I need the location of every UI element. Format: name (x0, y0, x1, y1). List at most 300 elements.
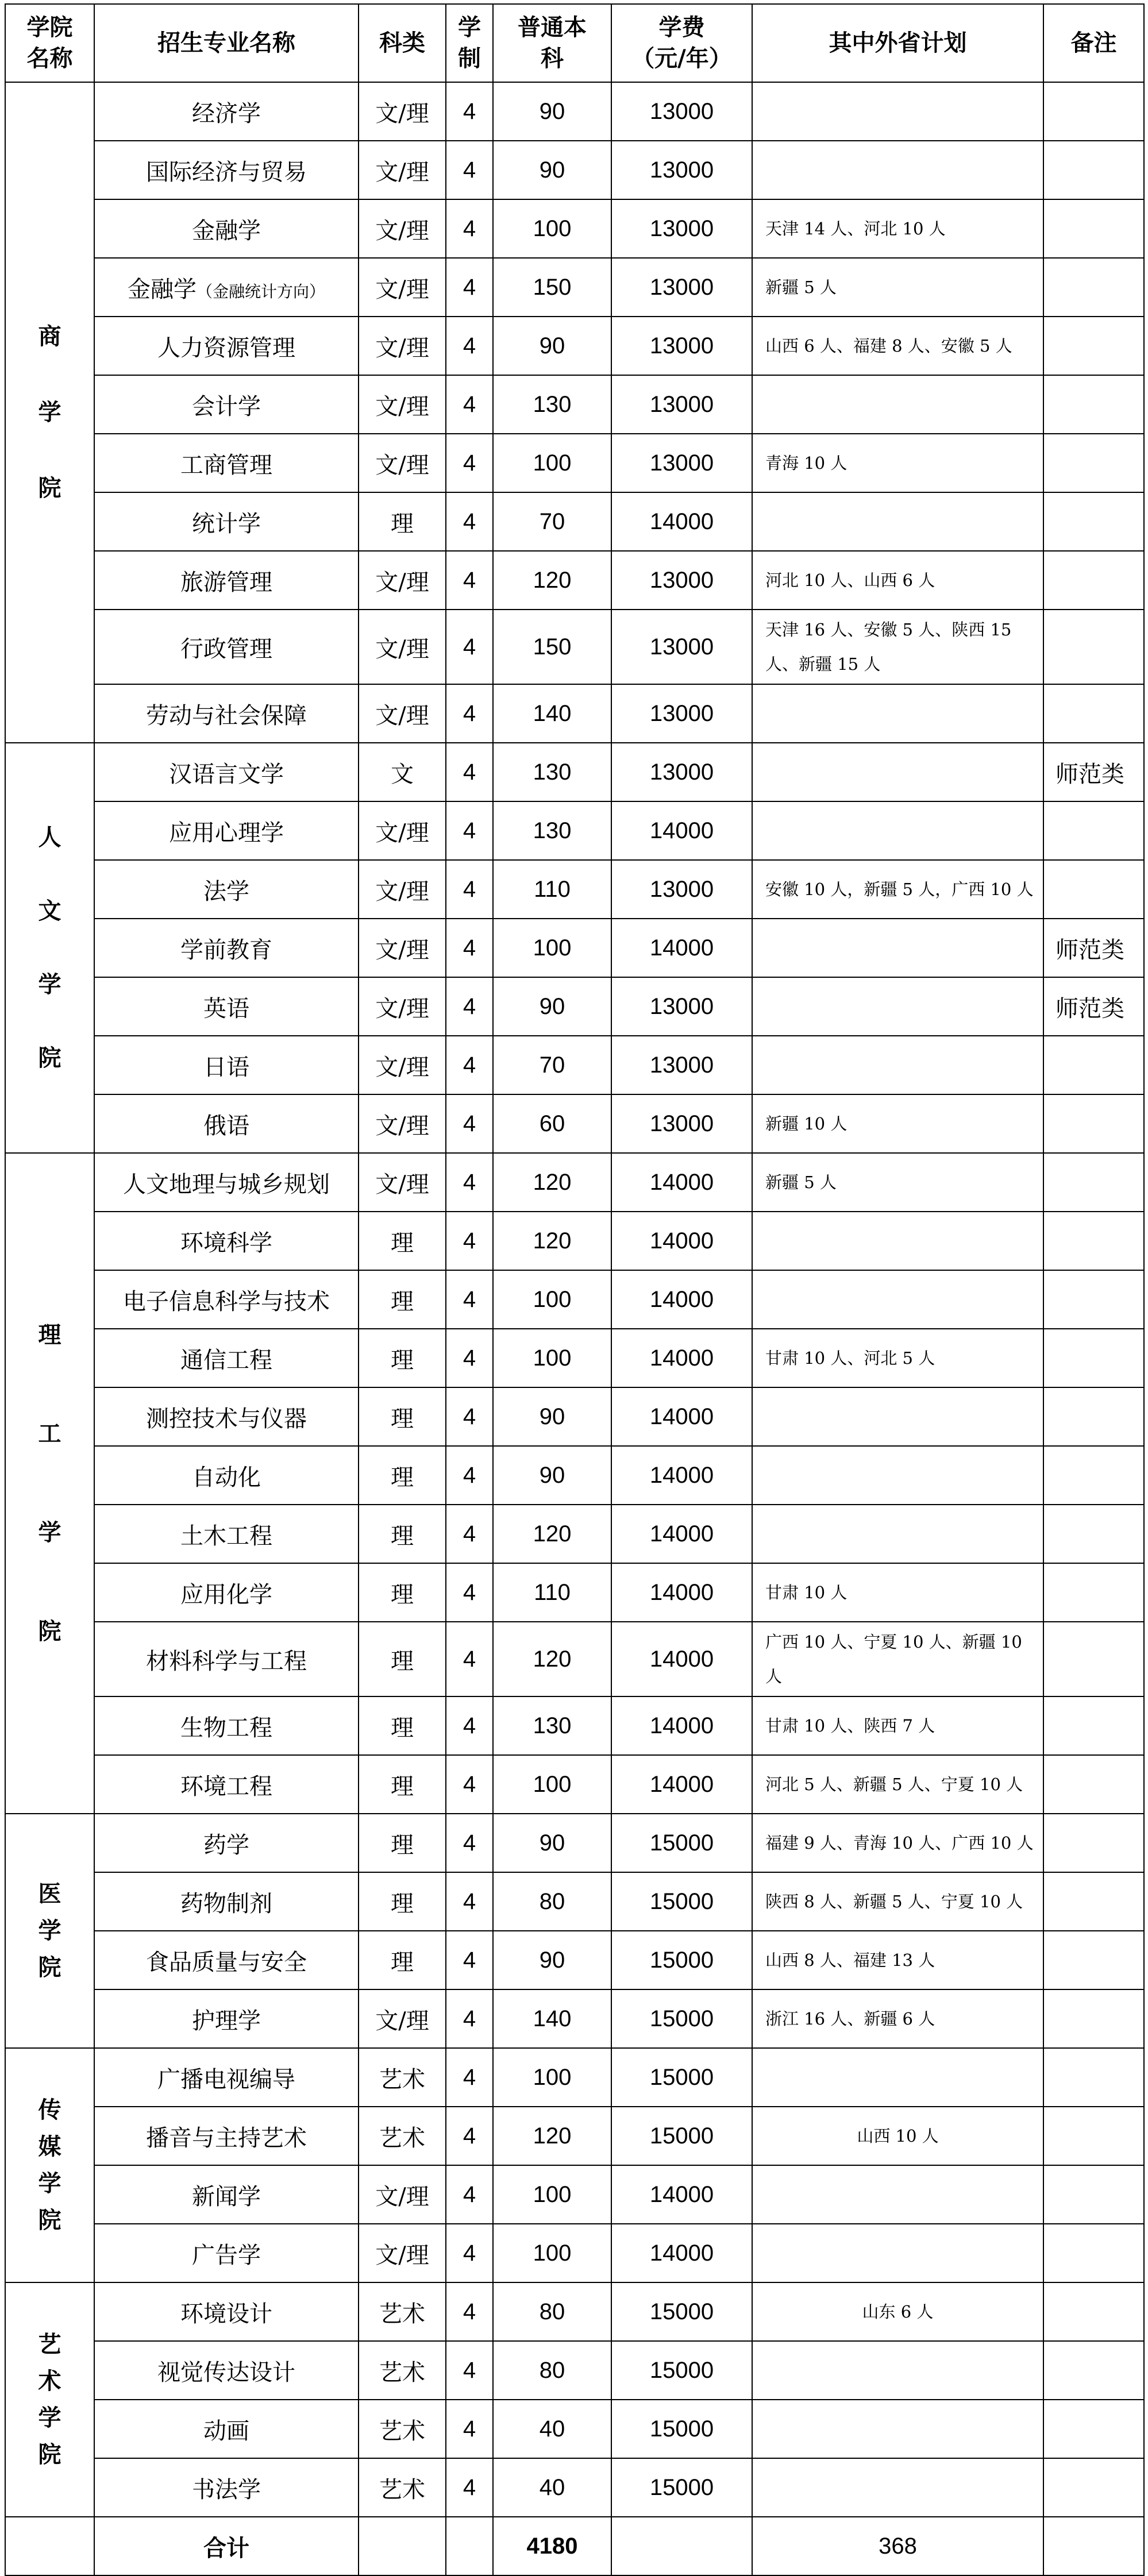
fee-cell: 13000 (611, 551, 752, 610)
major-name: 金融学 (127, 276, 197, 303)
quota-cell: 70 (493, 492, 611, 551)
major-name: 旅游管理 (180, 569, 272, 596)
major-name-cell (94, 2165, 359, 2224)
years-cell: 4 (446, 860, 493, 919)
note-cell (1043, 1622, 1144, 1696)
years-cell: 4 (446, 919, 493, 977)
fee-cell: 13000 (611, 610, 752, 684)
years-cell: 4 (446, 977, 493, 1036)
outside-plan-cell: 安徽 10 人，新疆 5 人，广西 10 人 (752, 860, 1043, 919)
table-row (5, 199, 1144, 258)
years-cell: 4 (446, 1622, 493, 1696)
subject-type-cell: 文/理 (359, 1153, 446, 1212)
years-cell: 4 (446, 743, 493, 801)
note-cell (1043, 1329, 1144, 1387)
college-name-char: 商 (38, 323, 61, 350)
note-cell (1043, 1931, 1144, 1989)
outside-plan-cell (752, 743, 1043, 801)
subject-type-cell: 文/理 (359, 2224, 446, 2282)
table-row (5, 1329, 1144, 1387)
outside-plan-cell: 福建 9 人、青海 10 人、广西 10 人 (752, 1814, 1043, 1872)
years-cell: 4 (446, 317, 493, 375)
table-row (5, 551, 1144, 610)
type-column-header: 科类 (359, 4, 446, 82)
years-cell: 4 (446, 801, 493, 860)
quota-cell: 120 (493, 1622, 611, 1696)
table-row (5, 919, 1144, 977)
years-cell: 4 (446, 1094, 493, 1153)
major-name-cell (94, 317, 359, 375)
fee-cell: 14000 (611, 1696, 752, 1755)
years-cell: 4 (446, 684, 493, 743)
years-cell: 4 (446, 2107, 493, 2165)
major-name-cell (94, 1505, 359, 1563)
subject-type-cell: 文/理 (359, 317, 446, 375)
header-row (5, 4, 1144, 82)
total-row (5, 2517, 1144, 2575)
fee-cell: 14000 (611, 1270, 752, 1329)
college-name-char: 学 (38, 1918, 61, 1944)
note-cell (1043, 141, 1144, 199)
college-name-char: 工 (38, 1421, 61, 1447)
major-name-cell (94, 2048, 359, 2107)
note-cell (1043, 82, 1144, 141)
major-column-header: 招生专业名称 (94, 4, 359, 82)
major-name: 生物工程 (180, 1714, 272, 1741)
college-name-cell (5, 2048, 94, 2282)
outside-plan-cell: 浙江 16 人、新疆 6 人 (752, 1989, 1043, 2048)
subject-type-cell: 理 (359, 1563, 446, 1622)
note-cell (1043, 1989, 1144, 2048)
college-name-char: 媒 (38, 2134, 61, 2160)
outside-plan-cell (752, 1036, 1043, 1094)
quota-cell: 90 (493, 317, 611, 375)
quota-cell: 40 (493, 2400, 611, 2458)
fee-cell: 13000 (611, 141, 752, 199)
major-name: 应用化学 (180, 1581, 272, 1608)
major-name-cell (94, 1094, 359, 1153)
table-row (5, 2224, 1144, 2282)
quota-cell: 90 (493, 82, 611, 141)
major-name: 自动化 (192, 1464, 261, 1491)
quota-cell: 90 (493, 1814, 611, 1872)
fee-cell: 14000 (611, 2165, 752, 2224)
major-name-cell (94, 684, 359, 743)
subject-type-cell: 文/理 (359, 375, 446, 434)
years-cell: 4 (446, 82, 493, 141)
major-name: 环境工程 (180, 1773, 272, 1800)
fee-cell: 13000 (611, 1036, 752, 1094)
major-name-cell (94, 2282, 359, 2341)
quota-cell: 90 (493, 1387, 611, 1446)
major-name: 广播电视编导 (157, 2066, 295, 2093)
table-row (5, 1446, 1144, 1505)
quota-cell: 130 (493, 375, 611, 434)
major-name: 药学 (203, 1831, 249, 1858)
outside-plan-cell (752, 2458, 1043, 2517)
years-cell: 4 (446, 1446, 493, 1505)
major-name-cell (94, 2458, 359, 2517)
years-cell: 4 (446, 1329, 493, 1387)
fee-cell: 14000 (611, 1153, 752, 1212)
table-row (5, 141, 1144, 199)
table-row (5, 1505, 1144, 1563)
outside-plan-cell (752, 1505, 1043, 1563)
fee-cell: 13000 (611, 977, 752, 1036)
total-empty-cell (1043, 2517, 1144, 2575)
college-name-cell (5, 743, 94, 1153)
college-name-char: 学 (38, 2405, 61, 2431)
fee-cell: 13000 (611, 434, 752, 492)
quota-cell: 100 (493, 1329, 611, 1387)
fee-cell: 15000 (611, 2282, 752, 2341)
major-name-cell (94, 2224, 359, 2282)
table-row (5, 1212, 1144, 1270)
major-name-cell (94, 551, 359, 610)
table-row (5, 1755, 1144, 1814)
subject-type-cell: 理 (359, 1755, 446, 1814)
fee-cell: 14000 (611, 1563, 752, 1622)
total-empty-cell (446, 2517, 493, 2575)
fee-cell: 13000 (611, 684, 752, 743)
major-name-cell (94, 1755, 359, 1814)
major-name-cell (94, 977, 359, 1036)
quota-column-header: 普通本 科 (493, 4, 611, 82)
subject-type-cell: 文/理 (359, 199, 446, 258)
quota-cell: 100 (493, 434, 611, 492)
major-name: 金融学 (192, 217, 261, 244)
major-name-cell (94, 2400, 359, 2458)
subject-type-cell: 文/理 (359, 434, 446, 492)
quota-cell: 130 (493, 743, 611, 801)
subject-type-cell: 文/理 (359, 684, 446, 743)
years-cell: 4 (446, 2224, 493, 2282)
note-cell (1043, 199, 1144, 258)
note-cell (1043, 1814, 1144, 1872)
major-name: 测控技术与仪器 (146, 1405, 307, 1432)
years-cell: 4 (446, 551, 493, 610)
major-name: 视觉传达设计 (157, 2359, 295, 2386)
subject-type-cell: 文/理 (359, 258, 446, 317)
note-cell (1043, 2282, 1144, 2341)
subject-type-cell: 理 (359, 1270, 446, 1329)
outside-plan-cell (752, 375, 1043, 434)
subject-type-cell: 理 (359, 1622, 446, 1696)
table-row (5, 1153, 1144, 1212)
table-row (5, 258, 1144, 317)
quota-cell: 90 (493, 1931, 611, 1989)
major-name: 统计学 (192, 510, 261, 537)
note-cell: 师范类 (1043, 977, 1144, 1036)
quota-cell: 70 (493, 1036, 611, 1094)
outside-plan-cell (752, 919, 1043, 977)
quota-cell: 150 (493, 610, 611, 684)
total-empty-cell (611, 2517, 752, 2575)
note-cell (1043, 610, 1144, 684)
major-name-cell (94, 82, 359, 141)
major-name: 人文地理与城乡规划 (123, 1171, 330, 1198)
subject-type-cell: 文/理 (359, 860, 446, 919)
major-name-cell (94, 1563, 359, 1622)
subject-type-cell: 文/理 (359, 141, 446, 199)
outside-plan-cell: 甘肃 10 人 (752, 1563, 1043, 1622)
quota-cell: 90 (493, 141, 611, 199)
note-cell (1043, 434, 1144, 492)
table-row (5, 2282, 1144, 2341)
total-outside-cell: 368 (752, 2517, 1043, 2575)
quota-cell: 100 (493, 919, 611, 977)
outside-plan-cell (752, 977, 1043, 1036)
major-name-cell (94, 1270, 359, 1329)
fee-cell: 14000 (611, 492, 752, 551)
college-name-char: 院 (38, 2207, 61, 2234)
college-name-char: 院 (38, 2442, 61, 2468)
note-cell (1043, 1212, 1144, 1270)
table-row (5, 375, 1144, 434)
years-cell: 4 (446, 375, 493, 434)
major-name: 新闻学 (192, 2183, 261, 2210)
note-cell (1043, 684, 1144, 743)
college-name-char: 学 (38, 971, 61, 998)
college-column-header: 学院 名称 (5, 4, 94, 82)
quota-cell: 150 (493, 258, 611, 317)
table-row (5, 2048, 1144, 2107)
outside-plan-cell (752, 2048, 1043, 2107)
note-cell (1043, 1505, 1144, 1563)
quota-cell: 130 (493, 801, 611, 860)
major-name-cell (94, 199, 359, 258)
subject-type-cell: 艺术 (359, 2107, 446, 2165)
note-cell (1043, 1755, 1144, 1814)
major-name-cell (94, 1329, 359, 1387)
outside-plan-cell: 山东 6 人 (752, 2282, 1043, 2341)
major-name-cell (94, 141, 359, 199)
years-cell: 4 (446, 1387, 493, 1446)
note-cell (1043, 1153, 1144, 1212)
years-cell: 4 (446, 434, 493, 492)
major-name-cell (94, 1814, 359, 1872)
subject-type-cell: 理 (359, 1212, 446, 1270)
outside-plan-cell: 新疆 10 人 (752, 1094, 1043, 1153)
note-cell (1043, 375, 1144, 434)
years-cell: 4 (446, 1931, 493, 1989)
major-name-cell (94, 1872, 359, 1931)
college-name-char: 院 (38, 1045, 61, 1071)
major-name: 动画 (203, 2417, 249, 2444)
fee-cell: 14000 (611, 1387, 752, 1446)
years-cell: 4 (446, 1814, 493, 1872)
college-name-cell (5, 1814, 94, 2048)
fee-cell: 13000 (611, 317, 752, 375)
table-row (5, 492, 1144, 551)
quota-cell: 120 (493, 1505, 611, 1563)
quota-cell: 100 (493, 2048, 611, 2107)
fee-cell: 14000 (611, 1505, 752, 1563)
years-cell: 4 (446, 2165, 493, 2224)
fee-cell: 15000 (611, 1814, 752, 1872)
table-body (5, 82, 1144, 2575)
years-cell: 4 (446, 2400, 493, 2458)
major-name-cell (94, 860, 359, 919)
quota-cell: 140 (493, 684, 611, 743)
college-name-char: 术 (38, 2368, 61, 2394)
outside-plan-cell: 河北 10 人、山西 6 人 (752, 551, 1043, 610)
subject-type-cell: 理 (359, 1329, 446, 1387)
subject-type-cell: 理 (359, 492, 446, 551)
subject-type-cell: 文/理 (359, 977, 446, 1036)
quota-cell: 100 (493, 2224, 611, 2282)
college-name-char: 文 (38, 898, 61, 924)
college-name-char: 院 (38, 475, 61, 502)
outside-plan-cell (752, 2341, 1043, 2400)
subject-type-cell: 理 (359, 1696, 446, 1755)
fee-cell: 15000 (611, 2107, 752, 2165)
major-name-cell (94, 375, 359, 434)
note-cell (1043, 2400, 1144, 2458)
college-name-char: 艺 (38, 2331, 61, 2358)
subject-type-cell: 艺术 (359, 2341, 446, 2400)
major-name: 英语 (203, 995, 249, 1022)
subject-type-cell: 艺术 (359, 2282, 446, 2341)
years-cell: 4 (446, 2458, 493, 2517)
college-name-cell (5, 2282, 94, 2517)
quota-cell: 80 (493, 2282, 611, 2341)
outside-plan-cell (752, 82, 1043, 141)
college-name-cell (5, 82, 94, 743)
major-name: 法学 (203, 878, 249, 905)
college-name-char: 传 (38, 2097, 61, 2123)
outside-plan-cell (752, 1387, 1043, 1446)
total-label-cell: 合计 (94, 2517, 359, 2575)
quota-cell: 40 (493, 2458, 611, 2517)
table-row (5, 1563, 1144, 1622)
fee-column-header: 学费 （元/年） (611, 4, 752, 82)
outside-plan-cell (752, 2224, 1043, 2282)
outside-plan-cell (752, 1212, 1043, 1270)
college-name-char: 理 (38, 1322, 61, 1348)
major-name: 汉语言文学 (169, 761, 284, 788)
major-name: 学前教育 (180, 936, 272, 963)
note-cell (1043, 317, 1144, 375)
years-cell: 4 (446, 1872, 493, 1931)
note-cell (1043, 1094, 1144, 1153)
table-row (5, 2107, 1144, 2165)
fee-cell: 13000 (611, 743, 752, 801)
outside-plan-cell: 山西 6 人、福建 8 人、安徽 5 人 (752, 317, 1043, 375)
total-empty-cell (5, 2517, 94, 2575)
major-name-cell (94, 434, 359, 492)
years-cell: 4 (446, 1036, 493, 1094)
table-row (5, 977, 1144, 1036)
table-row (5, 1931, 1144, 1989)
outside-plan-cell (752, 1446, 1043, 1505)
table-row (5, 1872, 1144, 1931)
subject-type-cell: 文/理 (359, 551, 446, 610)
major-name-cell (94, 610, 359, 684)
outside-plan-cell (752, 1270, 1043, 1329)
major-name-cell (94, 1989, 359, 2048)
years-cell: 4 (446, 1563, 493, 1622)
note-cell (1043, 1387, 1144, 1446)
table-row (5, 610, 1144, 684)
table-row (5, 1094, 1144, 1153)
college-name-char: 人 (38, 824, 61, 851)
table-row (5, 82, 1144, 141)
note-cell (1043, 1036, 1144, 1094)
major-name: 护理学 (192, 2007, 261, 2034)
enrollment-plan-table (5, 3, 1145, 2576)
major-name: 材料科学与工程 (146, 1648, 307, 1675)
major-name-cell (94, 1387, 359, 1446)
note-column-header: 备注 (1043, 4, 1144, 82)
note-cell (1043, 2165, 1144, 2224)
table-row (5, 860, 1144, 919)
major-name: 播音与主持艺术 (146, 2124, 307, 2151)
major-name-cell (94, 1622, 359, 1696)
total-quota-cell: 4180 (493, 2517, 611, 2575)
outside-plan-cell: 天津 16 人、安徽 5 人、陕西 15 人、新疆 15 人 (752, 610, 1043, 684)
note-cell: 师范类 (1043, 743, 1144, 801)
quota-cell: 130 (493, 1696, 611, 1755)
years-cell: 4 (446, 1989, 493, 2048)
quota-cell: 90 (493, 1446, 611, 1505)
note-cell (1043, 551, 1144, 610)
major-name-cell (94, 743, 359, 801)
major-subtitle: （金融统计方向） (196, 281, 325, 301)
outside-plan-cell (752, 492, 1043, 551)
major-name: 电子信息科学与技术 (123, 1288, 330, 1315)
quota-cell: 80 (493, 2341, 611, 2400)
note-cell (1043, 1270, 1144, 1329)
quota-cell: 110 (493, 1563, 611, 1622)
note-cell (1043, 860, 1144, 919)
fee-cell: 15000 (611, 1989, 752, 2048)
note-cell (1043, 2458, 1144, 2517)
outside-plan-cell: 河北 5 人、新疆 5 人、宁夏 10 人 (752, 1755, 1043, 1814)
college-name-char: 院 (38, 1954, 61, 1981)
table-row (5, 743, 1144, 801)
outside-plan-cell (752, 684, 1043, 743)
subject-type-cell: 文 (359, 743, 446, 801)
fee-cell: 14000 (611, 801, 752, 860)
years-cell: 4 (446, 2282, 493, 2341)
table-row (5, 434, 1144, 492)
subject-type-cell: 文/理 (359, 919, 446, 977)
college-name-char: 学 (38, 2170, 61, 2197)
quota-cell: 120 (493, 1153, 611, 1212)
years-cell: 4 (446, 141, 493, 199)
table-row (5, 1622, 1144, 1696)
major-name: 环境科学 (180, 1229, 272, 1256)
outside-plan-cell: 青海 10 人 (752, 434, 1043, 492)
subject-type-cell: 理 (359, 1931, 446, 1989)
fee-cell: 13000 (611, 258, 752, 317)
years-cell: 4 (446, 258, 493, 317)
years-cell: 4 (446, 1755, 493, 1814)
quota-cell: 90 (493, 977, 611, 1036)
major-name-cell (94, 801, 359, 860)
years-cell: 4 (446, 1212, 493, 1270)
table-row (5, 317, 1144, 375)
major-name: 劳动与社会保障 (146, 702, 307, 729)
subject-type-cell: 理 (359, 1446, 446, 1505)
years-cell: 4 (446, 1153, 493, 1212)
years-column-header: 学 制 (446, 4, 493, 82)
outside-plan-cell: 山西 10 人 (752, 2107, 1043, 2165)
outside-plan-cell: 甘肃 10 人、河北 5 人 (752, 1329, 1043, 1387)
major-name: 应用心理学 (169, 819, 284, 846)
quota-cell: 120 (493, 2107, 611, 2165)
